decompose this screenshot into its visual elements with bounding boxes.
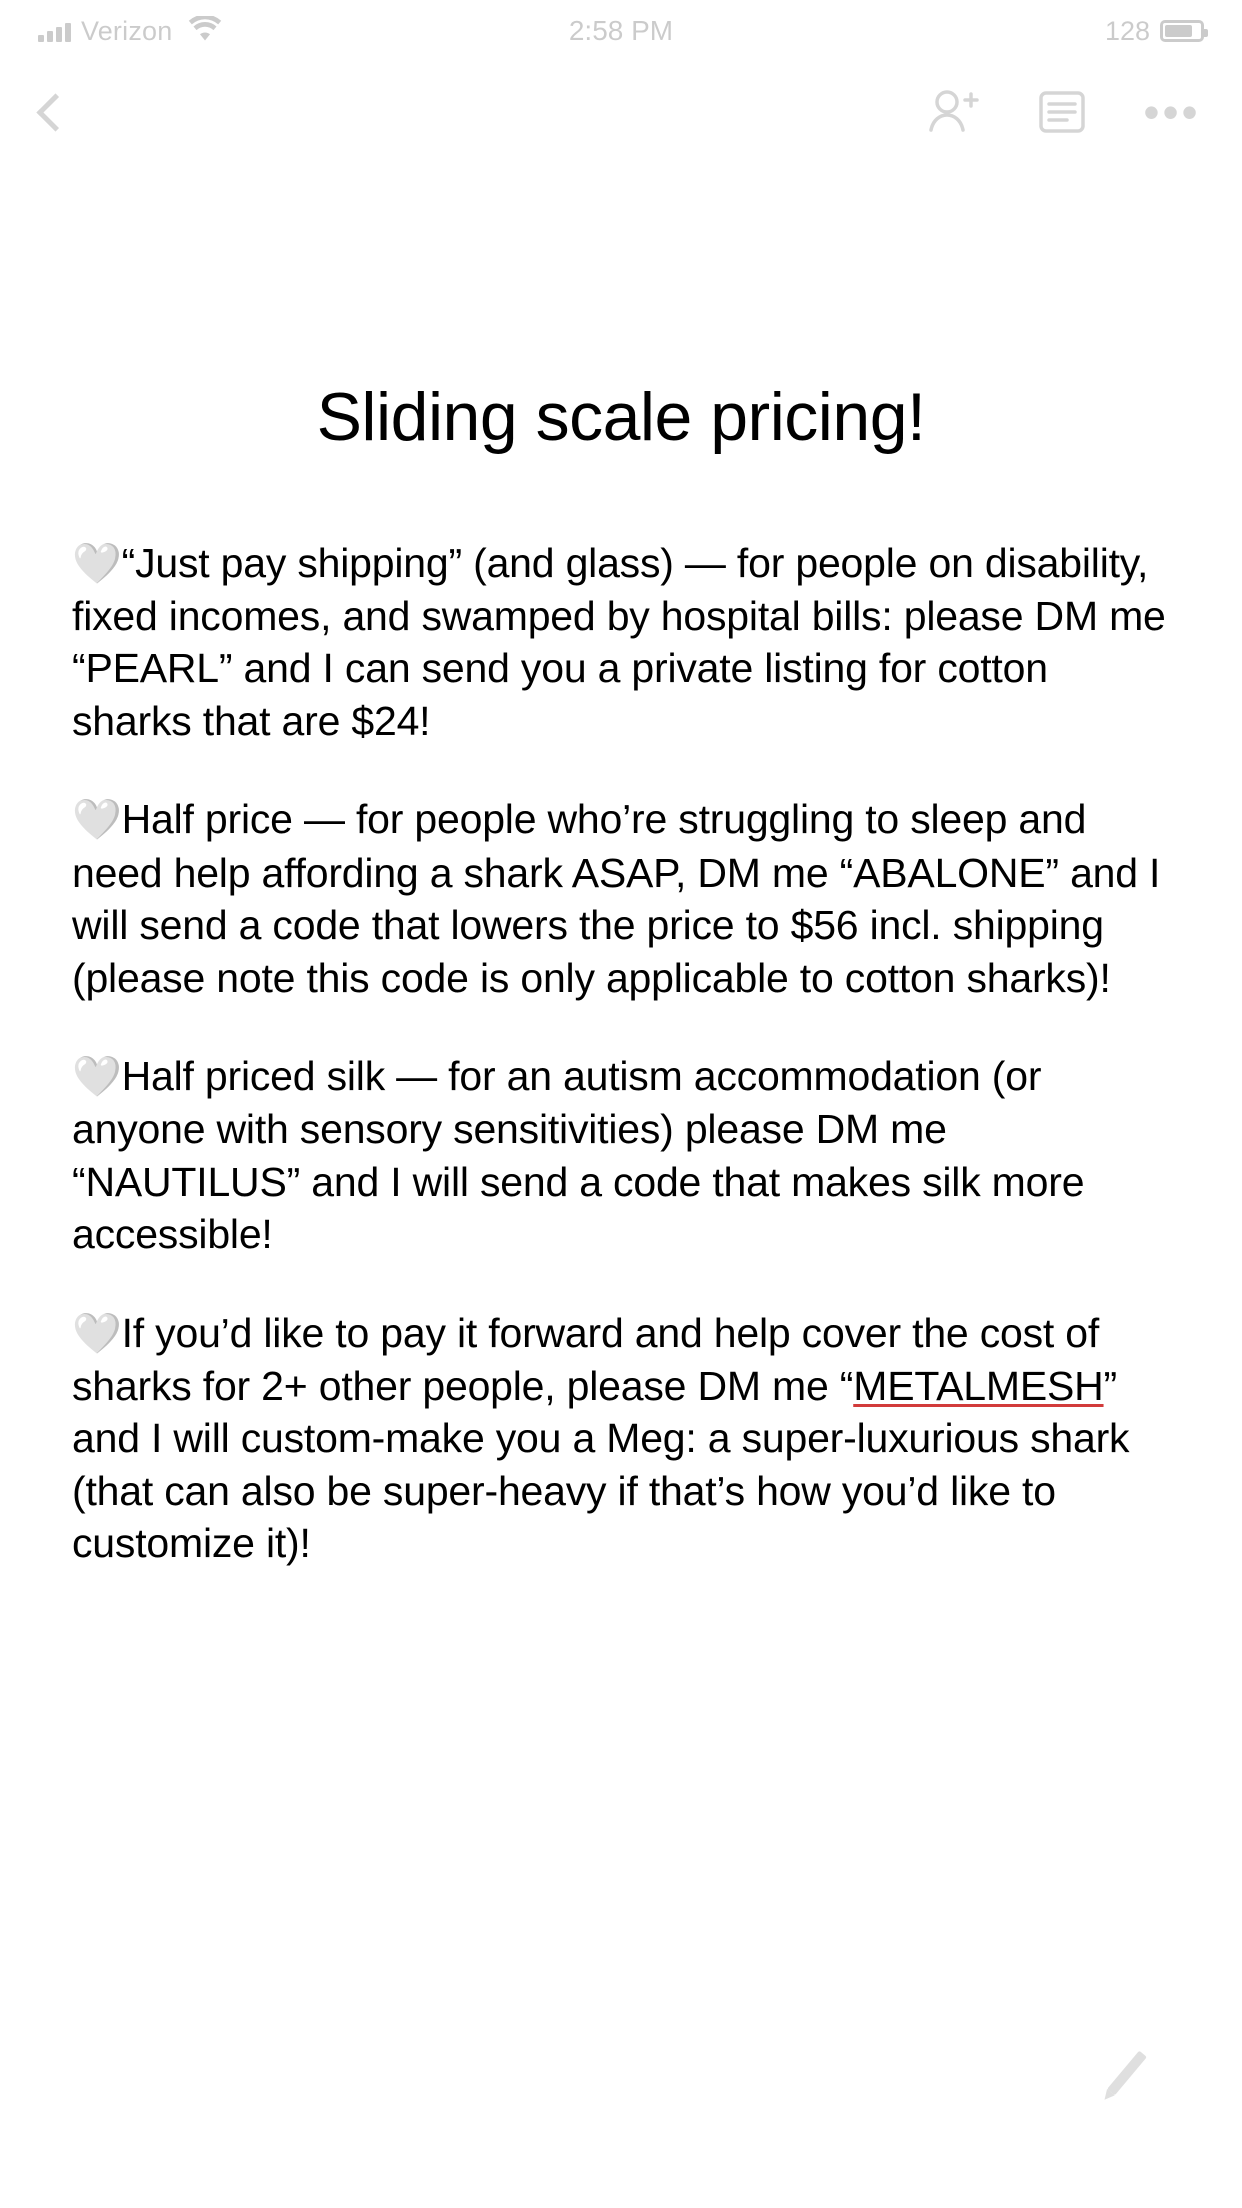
wifi-icon <box>188 16 222 47</box>
battery-percentage-label: 128 <box>1104 15 1150 46</box>
carrier-label: Verizon <box>81 15 173 46</box>
white-heart-icon: 🤍 <box>72 541 122 586</box>
note-paragraph-3 <box>72 1050 1170 1261</box>
status-bar-left <box>38 16 621 47</box>
note-paragraph-4-text-after: ” and I will custom-make you a Meg: a super-luxurious shark (that can also be super-heavy if that’s how you’d like to customize it)! <box>72 1362 1130 1567</box>
misspelled-word: METALMESH <box>853 1362 1104 1409</box>
battery-icon <box>1160 20 1204 42</box>
chevron-left-icon <box>36 93 74 131</box>
signal-bars-icon <box>38 20 71 42</box>
white-heart-icon: 🤍 <box>72 798 122 843</box>
person-icon[interactable] <box>924 84 980 140</box>
compose-pencil-icon[interactable] <box>1112 2044 1178 2110</box>
status-bar-right <box>621 16 1204 47</box>
pencil-shape <box>1107 2051 1147 2096</box>
note-paragraph-1-text: “Just pay shipping” (and glass) — for people on disability, fixed incomes, and swamped by hospital bills: please DM me “PEARL” and I can send you a private listing for cotton sharks that are $24! <box>72 539 1166 744</box>
note-paragraph-1 <box>72 537 1170 748</box>
status-bar-clock: 2:58 PM <box>568 15 674 46</box>
note-paragraph-2 <box>72 793 1170 1004</box>
white-heart-icon: 🤍 <box>72 1054 122 1099</box>
note-content <box>0 380 1242 1570</box>
nav-actions <box>924 84 1200 140</box>
back-button[interactable] <box>42 87 92 137</box>
navigation-bar <box>0 62 1242 162</box>
white-heart-icon: 🤍 <box>72 1311 122 1356</box>
note-paragraph-4 <box>72 1307 1170 1570</box>
note-paragraph-4-text-before: If you’d like to pay it forward and help cover the cost of sharks for 2+ other people, please DM me “ <box>72 1309 1100 1409</box>
more-options-icon[interactable]: ••• <box>1143 86 1201 138</box>
note-paragraph-2-text: Half price — for people who’re struggling to sleep and need help affording a shark ASAP, DM me “ABALONE” and I will send a code that lowers the price to $56 incl. shipping (please note this code is only applicable to cotton sharks)! <box>72 796 1161 1001</box>
page-title: Sliding scale pricing! <box>316 379 926 455</box>
note-paragraph-3-text: Half priced silk — for an autism accommodation (or anyone with sensory sensitivities) please DM me “NAUTILUS” and I will send a code that makes silk more accessible! <box>72 1052 1085 1258</box>
document-icon[interactable] <box>1034 84 1090 140</box>
status-bar <box>0 0 1242 62</box>
